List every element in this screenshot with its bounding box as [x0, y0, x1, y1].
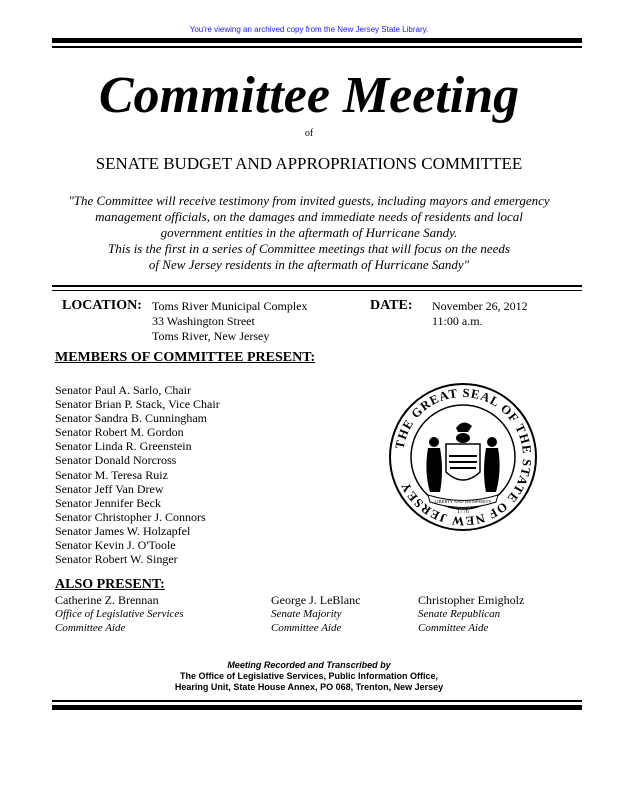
date-label: DATE:	[370, 298, 413, 313]
members-list	[55, 383, 220, 566]
quote-line: management officials, on the damages and immediate needs of residents and local	[95, 209, 523, 224]
committee-name: SENATE BUDGET AND APPROPRIATIONS COMMITTEE	[95, 154, 523, 173]
seal-year: 1776	[457, 509, 469, 515]
mid-rule-thick	[52, 285, 582, 287]
members-heading: MEMBERS OF COMMITTEE PRESENT:	[55, 350, 316, 365]
member-item: Senator Jeff Van Drew	[55, 481, 164, 496]
quote-line: of New Jersey residents in the aftermath of Hurricane Sandy"	[148, 257, 470, 272]
recording-credit-line: Meeting Recorded and Transcribed by	[227, 660, 391, 670]
aide-name: George J. LeBlanc	[271, 593, 361, 607]
member-item: Senator Christopher J. Connors	[55, 509, 206, 524]
state-seal-image	[388, 382, 538, 532]
also-present-heading: ALSO PRESENT:	[55, 577, 165, 592]
title-of: of	[304, 128, 314, 139]
aide-name: Christopher Emigholz	[418, 593, 525, 607]
quote-line: government entities in the aftermath of Hurricane Sandy.	[160, 225, 458, 240]
member-item: Senator Paul A. Sarlo, Chair	[55, 383, 191, 397]
top-rule-thick	[52, 38, 582, 43]
member-item: Senator Donald Norcross	[55, 453, 177, 468]
date-value	[432, 299, 528, 329]
member-item: Senator Jennifer Beck	[55, 495, 161, 510]
top-rule-thin	[52, 46, 582, 48]
archive-banner[interactable]: You're viewing an archived copy from the New Jersey State Library.	[189, 25, 429, 34]
aide-role: Senate Majority	[271, 608, 342, 620]
aide-leblanc	[271, 593, 360, 635]
member-item: Senator Kevin J. O'Toole	[55, 538, 176, 553]
member-item: Senator Linda R. Greenstein	[55, 439, 192, 454]
recording-credit-line: The Office of Legislative Services, Public Information Office,	[179, 671, 439, 681]
member-item: Senator Brian P. Stack, Vice Chair	[55, 397, 220, 412]
aide-name: Catherine Z. Brennan	[55, 593, 159, 607]
bottom-rule-thin	[52, 700, 582, 702]
bottom-rule-thick	[52, 705, 582, 710]
quote-line: This is the first in a series of Committee meetings that will focus on the needs	[108, 241, 510, 256]
location-value	[152, 299, 307, 344]
mid-rule-thin	[52, 290, 582, 291]
aide-role: Committee Aide	[271, 622, 342, 634]
aide-role: Committee Aide	[55, 622, 126, 634]
member-item: Senator Robert M. Gordon	[55, 425, 184, 440]
member-item: Senator Robert W. Singer	[55, 552, 178, 567]
recording-credit	[0, 660, 618, 693]
aide-brennan	[55, 593, 184, 635]
quote-line: "The Committee will receive testimony from invited guests, including mayors and emergency	[68, 193, 550, 208]
date-line: November 26, 2012	[432, 299, 528, 313]
seal-motto: LIBERTY AND PROSPERITY	[434, 499, 492, 504]
location-line: Toms River, New Jersey	[152, 329, 270, 343]
time-line: 11:00 a.m.	[432, 314, 483, 328]
document-title: Committee Meeting	[98, 67, 520, 124]
meeting-purpose-quote	[55, 193, 563, 273]
member-item: Senator M. Teresa Ruiz	[55, 467, 168, 482]
member-item: Senator Sandra B. Cunningham	[55, 411, 207, 426]
recording-credit-line: Hearing Unit, State House Annex, PO 068, Trenton, New Jersey	[174, 682, 444, 692]
aide-emigholz	[418, 593, 524, 635]
aide-role: Senate Republican	[418, 608, 501, 620]
aide-role: Office of Legislative Services	[55, 608, 184, 620]
aide-role: Committee Aide	[418, 622, 489, 634]
member-item: Senator James W. Holzapfel	[55, 523, 191, 538]
location-line: 33 Washington Street	[152, 314, 255, 328]
location-line: Toms River Municipal Complex	[152, 299, 308, 313]
seal-ring-text: THE GREAT SEAL OF THE STATE OF NEW JERSEY	[392, 385, 535, 529]
location-label: LOCATION:	[62, 298, 142, 313]
